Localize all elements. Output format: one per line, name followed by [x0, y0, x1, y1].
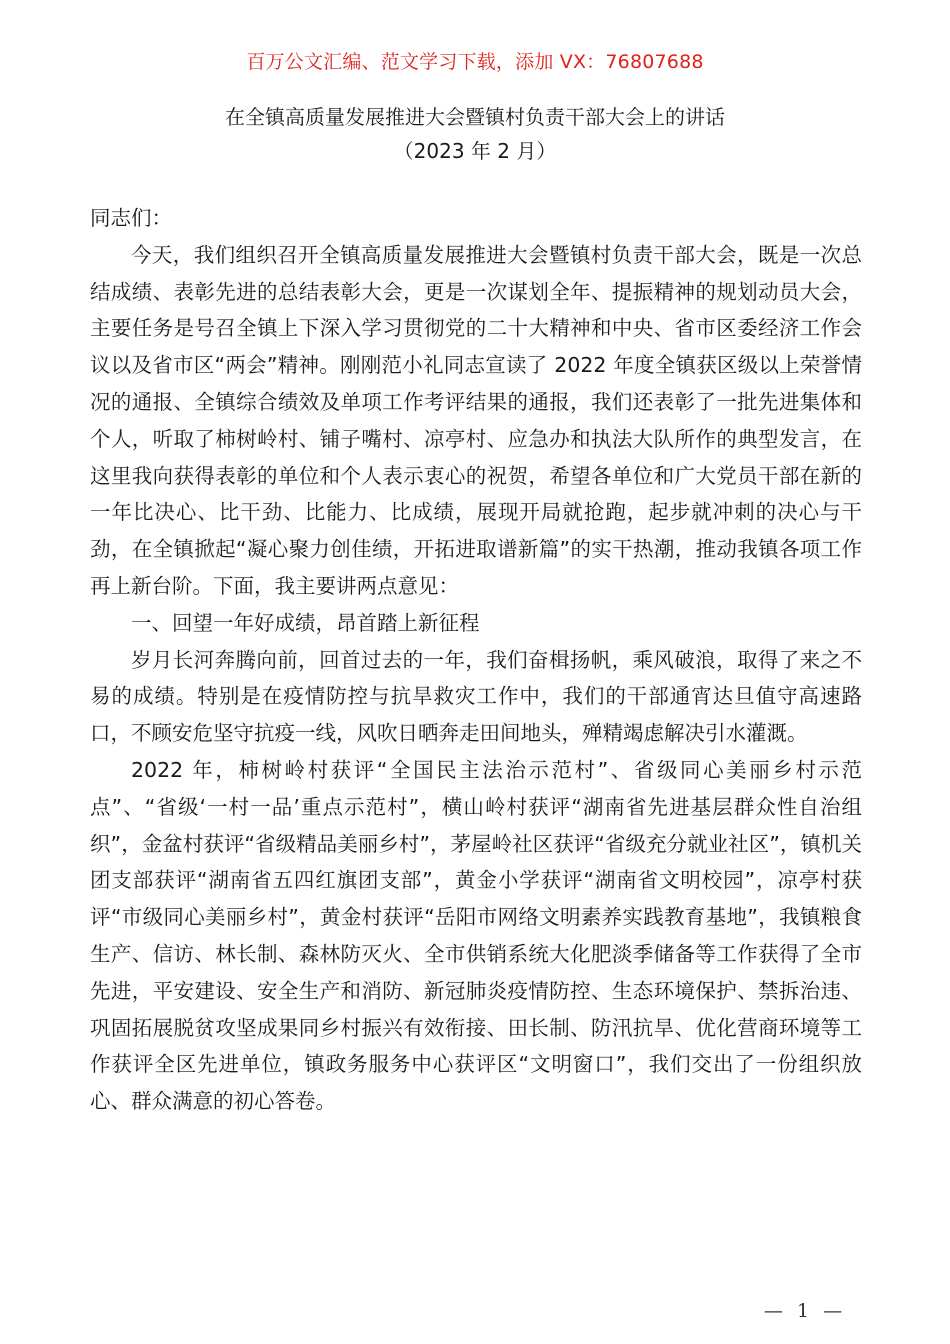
- paragraph-honors: 2022 年，柿树岭村获评“全国民主法治示范村”、省级同心美丽乡村示范点”、“省级‘一村一品’重点示范村”，横山岭村获评“湖南省先进基层群众性自治组织”，金盆村获评“省级精品美丽乡村”，茅屋岭社区获评“省级充分就业社区”，镇机关团支部获评“湖南省五四红旗团支部”，黄金小学获评“湖南省文明校园”，凉亭村获评“市级同心美丽乡村”，黄金村获评“岳阳市网络文明素养实践教育基地”，我镇粮食生产、信访、林长制、森林防灭火、全市供销系统大化肥淡季储备等工作获得了全市先进，平安建设、安全生产和消防、新冠肺炎疫情防控、生态环境保护、禁拆治违、巩固拓展脱贫攻坚成果同乡村振兴有效衔接、田长制、防汛抗旱、优化营商环境等工作获评全区先进单位，镇政务服务中心获评区“文明窗口”，我们交出了一份组织放心、群众满意的初心答卷。: [90, 757, 862, 1114]
- document-body: [90, 200, 862, 1120]
- page-number: — 1 —: [763, 1300, 847, 1322]
- header-ad-text: 百万公文汇编、范文学习下载，添加 VX：76807688: [246, 51, 704, 73]
- paragraph-review: 岁月长河奔腾向前，回首过去的一年，我们奋楫扬帆，乘风破浪，取得了来之不易的成绩。特别是在疫情防控与抗旱救灾工作中，我们的干部通宵达旦值守高速路口，不顾安危坚守抗疫一线，风吹日晒奔走田间地头，殚精竭虑解决引水灌溉。: [90, 647, 862, 746]
- document-date: （2023 年 2 月）: [393, 139, 557, 163]
- section-heading-1: 一、回望一年好成绩，昂首踏上新征程: [131, 610, 480, 635]
- document-title: 在全镇高质量发展推进大会暨镇村负责干部大会上的讲话: [225, 105, 725, 129]
- paragraph-intro: 今天，我们组织召开全镇高质量发展推进大会暨镇村负责干部大会，既是一次总结成绩、表彰先进的总结表彰大会，更是一次谋划全年、提振精神的规划动员大会，主要任务是号召全镇上下深入学习贯彻党的二十大精神和中央、省市区委经济工作会议以及省市区“两会”精神。刚刚范小礼同志宣读了 2022 年度全镇获区级以上荣誉情况的通报、全镇综合绩效及单项工作考评结果的通报，我们还表彰了一批先进集体和个人，听取了柿树岭村、铺子嘴村、凉亭村、应急办和执法大队所作的典型发言，在这里我向获得表彰的单位和个人表示衷心的祝贺，希望各单位和广大党员干部在新的一年比决心、比干劲、比能力、比成绩，展现开局就抢跑，起步就冲刺的决心与干劲，在全镇掀起“凝心聚力创佳绩，开拓进取谱新篇”的实干热潮，推动我镇各项工作再上新台阶。下面，我主要讲两点意见：: [90, 242, 862, 598]
- document-title-block: [0, 100, 950, 168]
- salutation: 同志们：: [90, 206, 172, 230]
